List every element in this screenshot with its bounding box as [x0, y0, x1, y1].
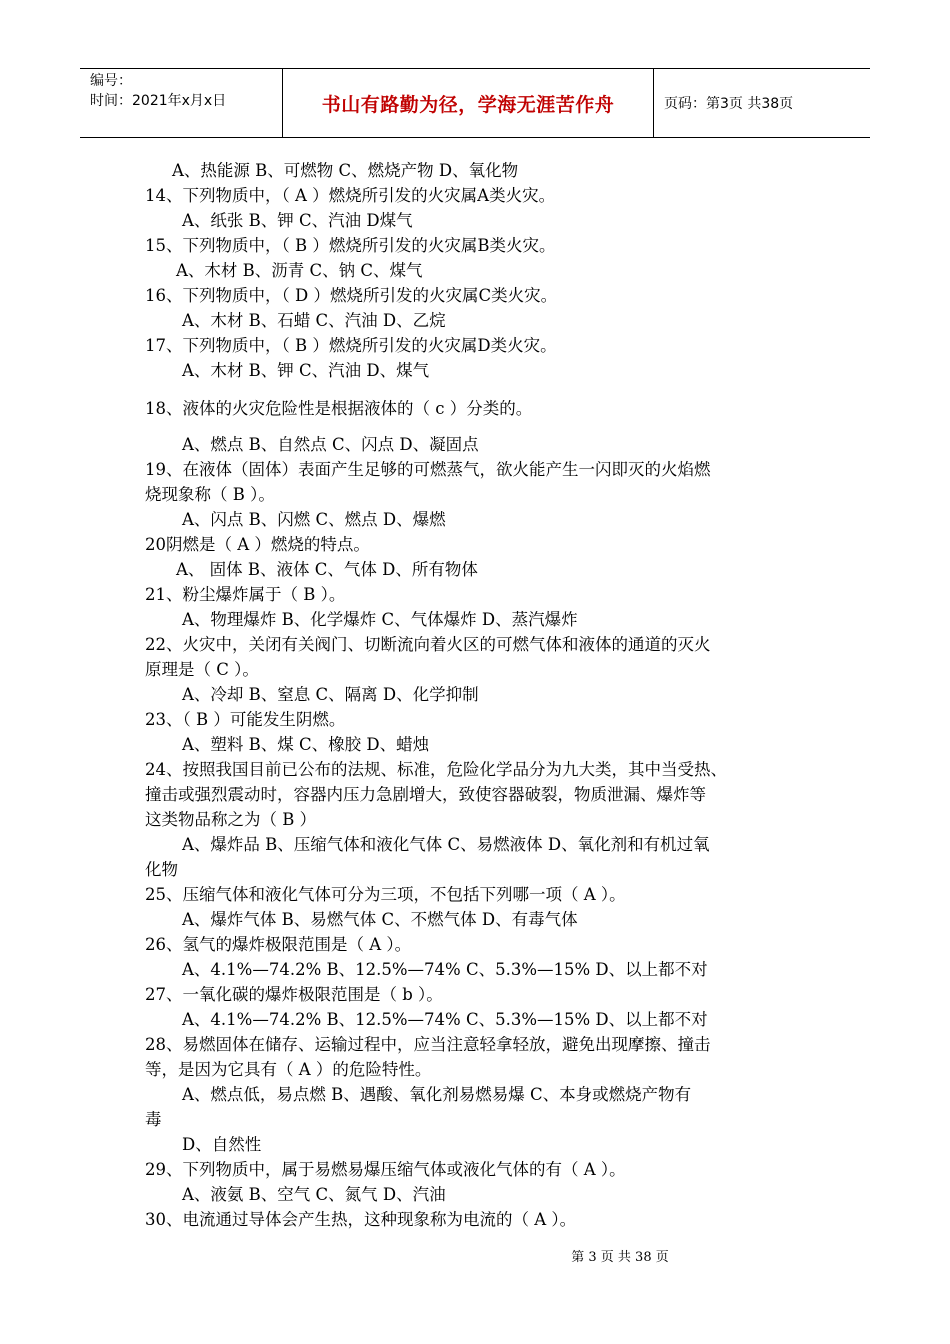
page-header [80, 68, 870, 138]
motto-text: 书山有路勤为径，学海无涯苦作舟 [321, 93, 615, 116]
option-line: A、纸张 B、钾 C、汽油 D煤气 [182, 211, 413, 230]
option-line: A、物理爆炸 B、化学爆炸 C、气体爆炸 D、蒸汽爆炸 [182, 610, 578, 629]
option-line: A、4.1%—74.2% B、12.5%—74% C、5.3%—15% D、以上都不对 [182, 960, 708, 979]
question-line: 原理是（ C ）。 [145, 660, 259, 679]
question-line: 等，是因为它具有（ A ）的危险特性。 [145, 1060, 432, 1079]
question-line: 28、易燃固体在储存、运输过程中，应当注意轻拿轻放，避免出现摩擦、撞击 [145, 1035, 711, 1054]
question-line: 16、下列物质中，（ D ）燃烧所引发的火灾属C类火灾。 [145, 286, 558, 305]
option-line: 毒 [145, 1110, 162, 1129]
option-line: A、木材 B、沥青 C、钠 C、煤气 [176, 261, 423, 280]
question-line: 19、在液体（固体）表面产生足够的可燃蒸气，欲火能产生一闪即灭的火焰燃 [145, 460, 711, 479]
question-line: 21、粉尘爆炸属于（ B ）。 [145, 585, 346, 604]
question-line: 撞击或强烈震动时，容器内压力急剧增大，致使容器破裂，物质泄漏、爆炸等 [145, 785, 706, 804]
option-line: A、液氨 B、空气 C、氮气 D、汽油 [182, 1185, 446, 1204]
question-line: 30、电流通过导体会产生热，这种现象称为电流的（ A ）。 [145, 1210, 577, 1229]
question-line: 26、氢气的爆炸极限范围是（ A ）。 [145, 935, 412, 954]
question-line: 15、下列物质中，（ B ）燃烧所引发的火灾属B类火灾。 [145, 236, 556, 255]
question-line: 17、下列物质中，（ B ）燃烧所引发的火灾属D类火灾。 [145, 336, 557, 355]
header-page-cell [654, 69, 870, 137]
option-line: A、 固体 B、液体 C、气体 D、所有物体 [176, 560, 478, 579]
option-line: A、4.1%—74.2% B、12.5%—74% C、5.3%—15% D、以上都不对 [182, 1010, 708, 1029]
document-number-label: 编号： [90, 73, 132, 89]
document-date-label: 时间：2021年x月x日 [90, 93, 227, 109]
option-line: 化物 [145, 860, 178, 879]
page-footer [0, 1246, 950, 1265]
option-line: A、爆炸气体 B、易燃气体 C、不燃气体 D、有毒气体 [182, 910, 578, 929]
option-line: D、自然性 [182, 1135, 262, 1154]
question-line: 20阴燃是（ A ）燃烧的特点。 [145, 535, 370, 554]
question-line: 18、液体的火灾危险性是根据液体的（ c ）分类的。 [145, 399, 533, 418]
option-line: A、塑料 B、煤 C、橡胶 D、蜡烛 [182, 735, 430, 754]
question-line: 23、（ B ）可能发生阴燃。 [145, 710, 346, 729]
option-line: A、冷却 B、窒息 C、隔离 D、化学抑制 [182, 685, 479, 704]
question-line: 27、一氧化碳的爆炸极限范围是（ b ）。 [145, 985, 443, 1004]
question-line: 24、按照我国目前已公布的法规、标准，危险化学品分为九大类，其中当受热、 [145, 760, 727, 779]
option-line: A、闪点 B、闪燃 C、燃点 D、爆燃 [182, 510, 446, 529]
question-line: 这类物品称之为（ B ） [145, 810, 317, 829]
question-line: 烧现象称（ B ）。 [145, 485, 275, 504]
header-meta-cell [80, 69, 282, 137]
option-line: A、燃点 B、自然点 C、闪点 D、凝固点 [182, 435, 479, 454]
page-number-label: 页码：第3页 共38页 [664, 96, 794, 112]
text-line: A、热能源 B、可燃物 C、燃烧产物 D、氧化物 [172, 161, 519, 180]
option-line: A、木材 B、石蜡 C、汽油 D、乙烷 [182, 311, 446, 330]
question-line: 29、下列物质中，属于易燃易爆压缩气体或液化气体的有（ A ）。 [145, 1160, 626, 1179]
option-line: A、燃点低，易点燃 B、遇酸、氧化剂易燃易爆 C、本身或燃烧产物有 [182, 1085, 692, 1104]
question-line: 14、下列物质中，（ A ）燃烧所引发的火灾属A类火灾。 [145, 186, 556, 205]
header-motto-cell [282, 69, 654, 137]
option-line: A、爆炸品 B、压缩气体和液化气体 C、易燃液体 D、氧化剂和有机过氧 [182, 835, 710, 854]
footer-page-number: 第 3 页 共 38 页 [571, 1250, 669, 1265]
option-line: A、木材 B、钾 C、汽油 D、煤气 [182, 361, 430, 380]
question-line: 22、火灾中，关闭有关阀门、切断流向着火区的可燃气体和液体的通道的灭火 [145, 635, 711, 654]
question-line: 25、压缩气体和液化气体可分为三项，不包括下列哪一项（ A ）。 [145, 885, 626, 904]
